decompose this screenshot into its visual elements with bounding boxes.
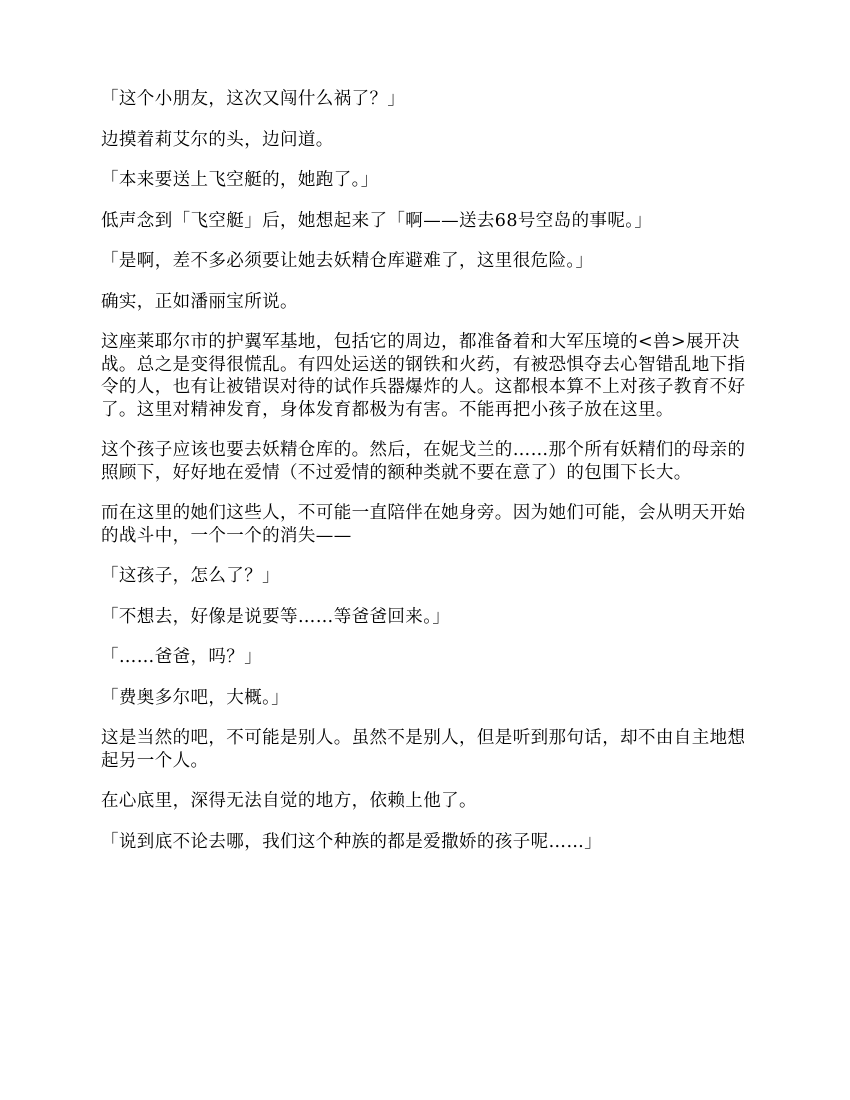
paragraph: 「……爸爸，吗？」	[101, 647, 263, 667]
paragraph: 这个孩子应该也要去妖精仓库的。然后，在妮戈兰的……那个所有妖精们的母亲的照顾下，好好地在爱情（不过爱情的额种类就不要在意了）的包围下长大。	[101, 440, 746, 483]
paragraph: 「这孩子，怎么了？」	[101, 566, 280, 586]
paragraph: 确实，正如潘丽宝所说。	[101, 291, 298, 312]
paragraph: 「这个小朋友，这次又闯什么祸了？」	[101, 89, 406, 109]
paragraph: 边摸着莉艾尔的头，边问道。	[101, 129, 334, 150]
paragraph: 在心底里，深得无法自觉的地方，依赖上他了。	[101, 791, 477, 811]
paragraph: 「不想去，好像是说要等……等爸爸回来。」	[101, 606, 451, 627]
paragraph: 这座莱耶尔市的护翼军基地，包括它的周边，都准备着和大军压境的<兽>展开决战。总之是变得很慌乱。有四处运送的钢铁和火药，有被恐惧夺去心智错乱地下指令的人，也有让被错误对待的试作兵器爆炸的人。这都根本算不上对孩子教育不好了。这里对精神发育，身体发育都极为有害。不能再把小孩子放在这里。	[101, 332, 746, 420]
paragraph: 低声念到「飞空艇」后，她想起来了「啊——送去68号空岛的事呢。」	[101, 210, 653, 231]
paragraph: 「本来要送上飞空艇的，她跑了。」	[101, 170, 379, 190]
paragraph: 「费奥多尔吧，大概。」	[101, 687, 290, 708]
document-page	[101, 88, 751, 871]
paragraph: 「说到底不论去哪，我们这个种族的都是爱撒娇的孩子呢……」	[101, 831, 603, 852]
paragraph: 而在这里的她们这些人，不可能一直陪伴在她身旁。因为她们可能，会从明天开始的战斗中，一个一个的消失——	[101, 503, 746, 546]
paragraph: 「是啊，差不多必须要让她去妖精仓库避难了，这里很危险。」	[101, 251, 594, 271]
paragraph: 这是当然的吧，不可能是别人。虽然不是别人，但是听到那句话，却不由自主地想起另一个人。	[101, 728, 746, 771]
